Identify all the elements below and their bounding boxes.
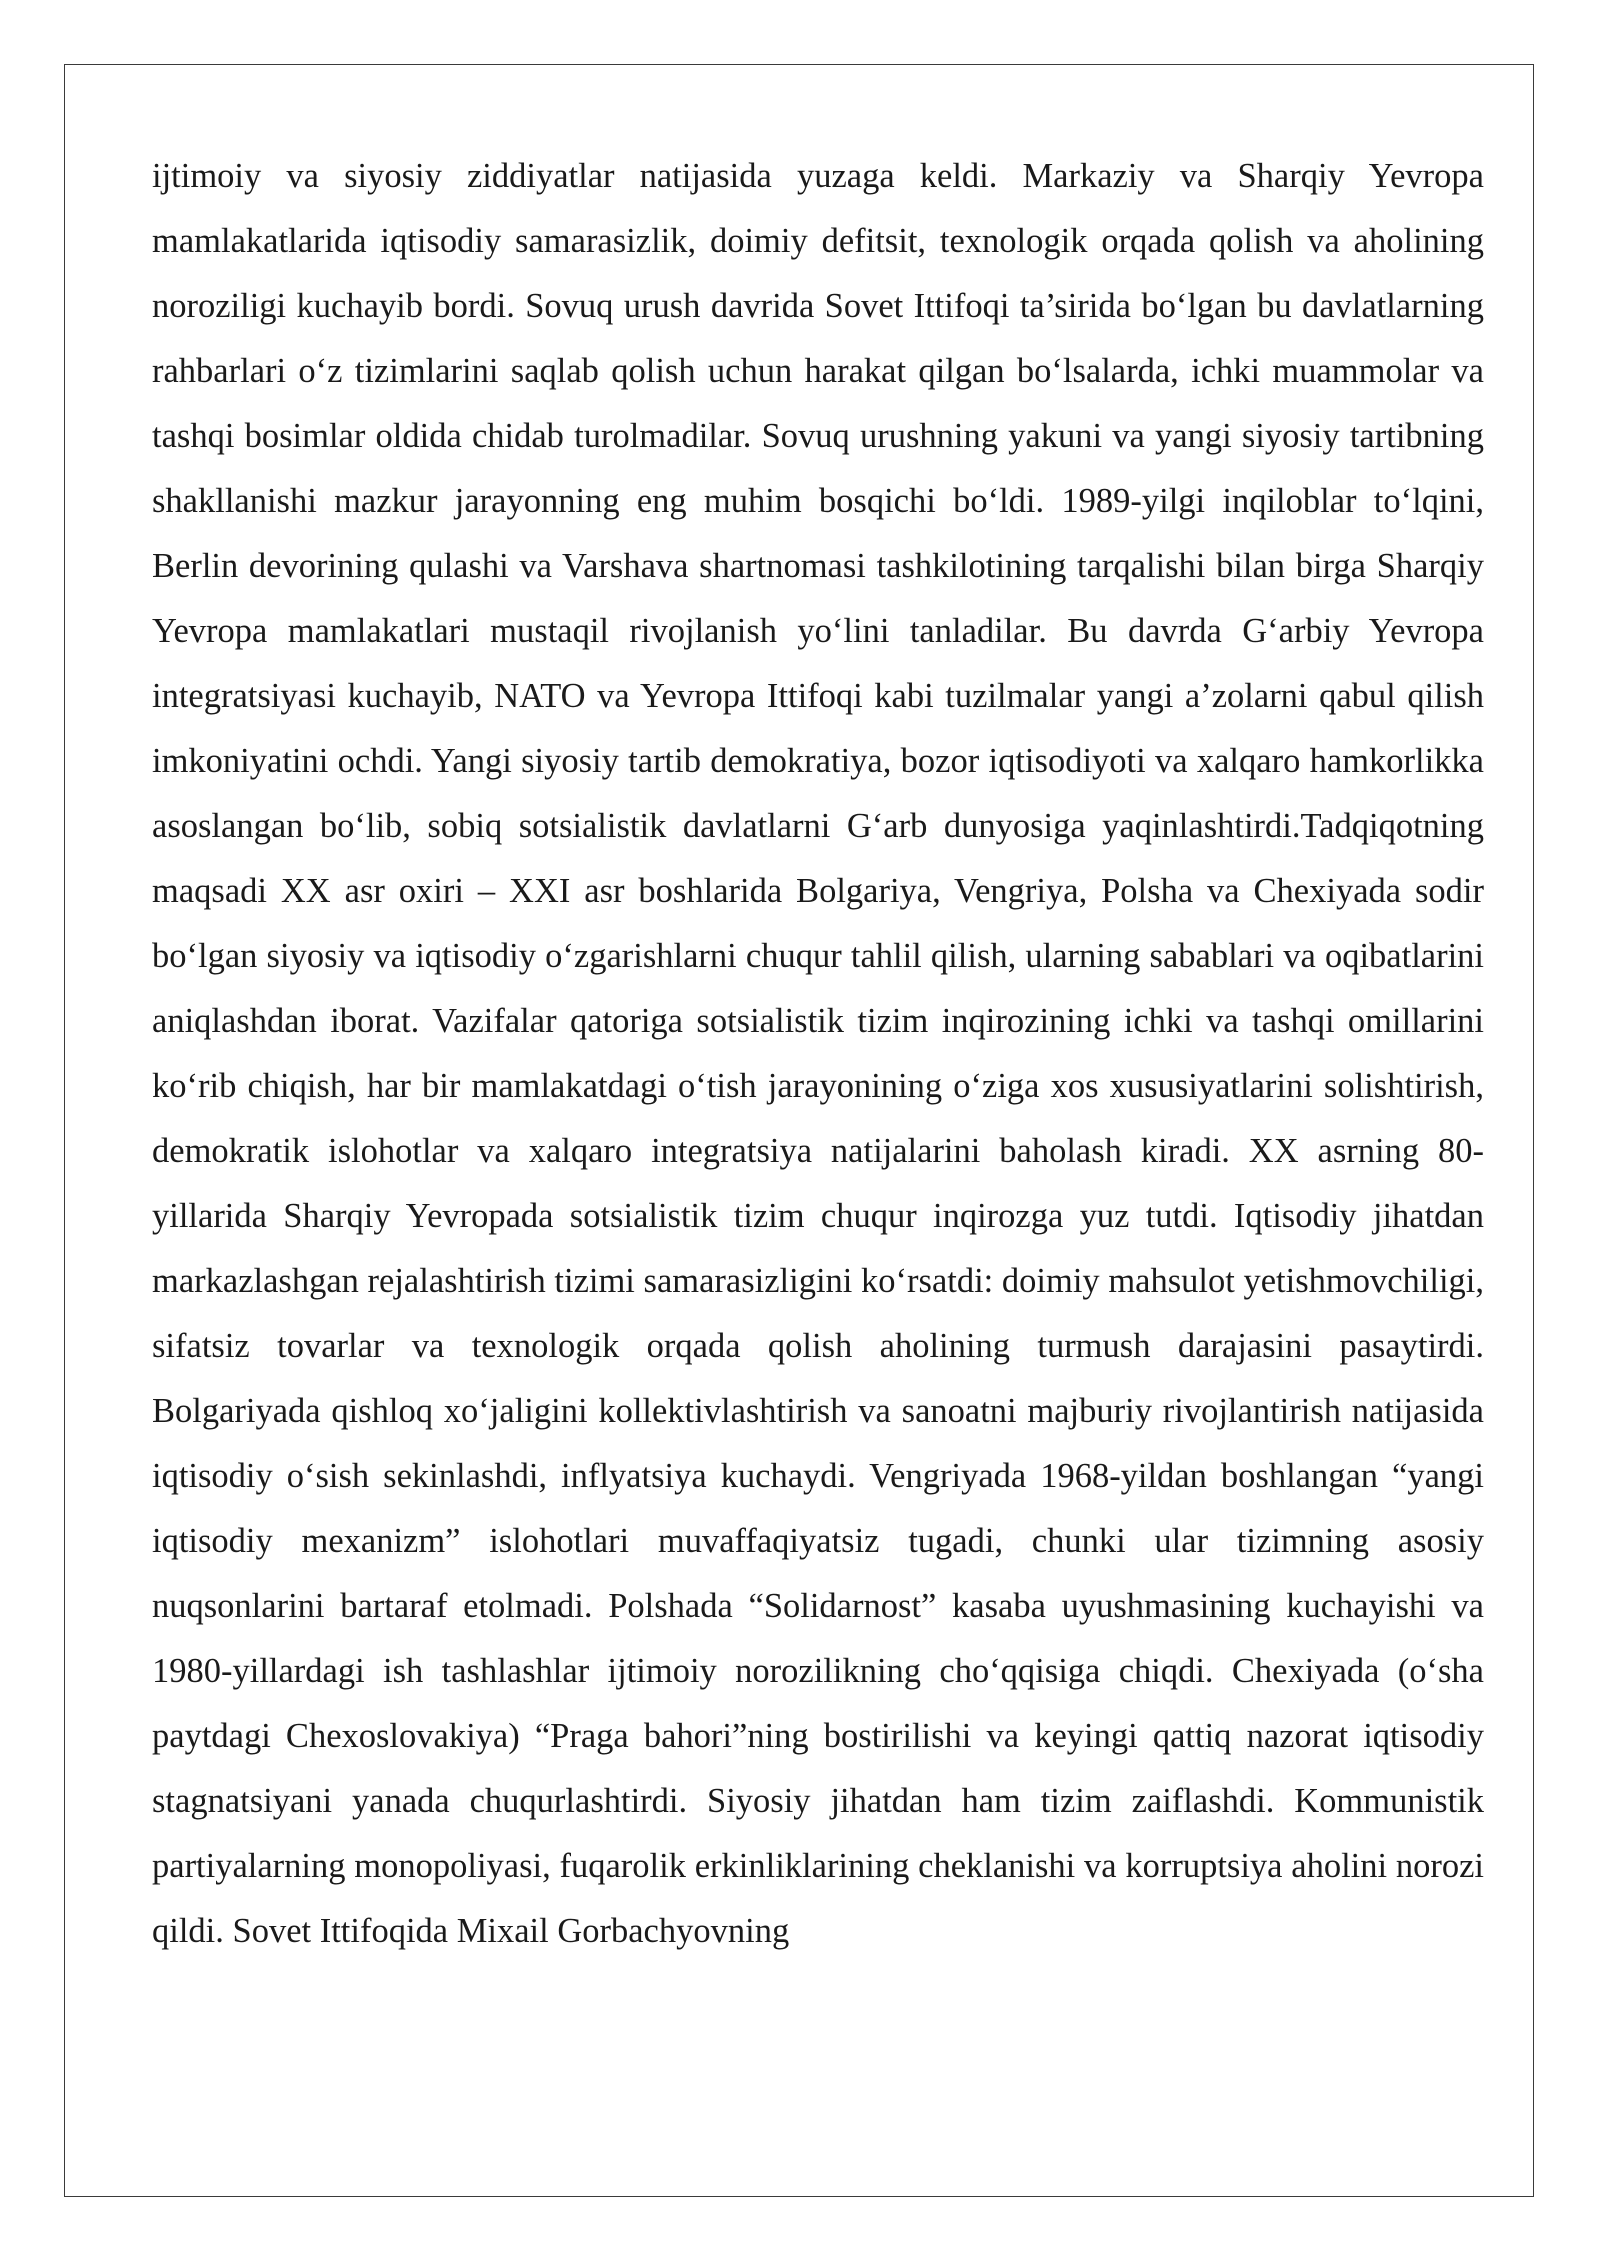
body-paragraph: ijtimoiy va siyosiy ziddiyatlar natijasida yuzaga keldi. Markaziy va Sharqiy Yevropa mamlakatlarida iqtisodiy samarasizlik, doimiy defitsit, texnologik orqada qolish va aholining noroziligi kuchayib bordi. Sovuq urush davrida Sovet Ittifoqi ta’sirida bo‘lgan bu davlatlarning rahbarlari o‘z tizimlarini saqlab qolish uchun harakat qilgan bo‘lsalarda, ichki muammolar va tashqi bosimlar oldida chidab turolmadilar. Sovuq urushning yakuni va yangi siyosiy tartibning shakllanishi mazkur jarayonning eng muhim bosqichi bo‘ldi. 1989-yilgi inqiloblar to‘lqini, Berlin devorining qulashi va Varshava shartnomasi tashkilotining tarqalishi bilan birga Sharqiy Yevropa mamlakatlari mustaqil rivojlanish yo‘lini tanladilar. Bu davrda G‘arbiy Yevropa integratsiyasi kuchayib, NATO va Yevropa Ittifoqi kabi tuzilmalar yangi a’zolarni qabul qilish imkoniyatini ochdi. Yangi siyosiy tartib demokratiya, bozor iqtisodiyoti va xalqaro hamkorlikka asoslangan bo‘lib, sobiq sotsialistik davlatlarni G‘arb dunyosiga yaqinlashtirdi.Tadqiqotning maqsadi XX asr oxiri – XXI asr boshlarida Bolgariya, Vengriya, Polsha va Chexiyada sodir bo‘lgan siyosiy va iqtisodiy o‘zgarishlarni chuqur tahlil qilish, ularning sabablari va oqibatlarini aniqlashdan iborat. Vazifalar qatoriga sotsialistik tizim inqirozining ichki va tashqi omillarini ko‘rib chiqish, har bir mamlakatdagi o‘tish jarayonining o‘ziga xos xususiyatlarini solishtirish, demokratik islohotlar va xalqaro integratsiya natijalarini baholash kiradi. XX asrning 80-yillarida Sharqiy Yevropada sotsialistik tizim chuqur inqirozga yuz tutdi. Iqtisodiy jihatdan markazlashgan rejalashtirish tizimi samarasizligini ko‘rsatdi: doimiy mahsulot yetishmovchiligi, sifatsiz tovarlar va texnologik orqada qolish aholining turmush darajasini pasaytirdi. Bolgariyada qishloq xo‘jaligini kollektivlashtirish va sanoatni majburiy rivojlantirish natijasida iqtisodiy o‘sish sekinlashdi, inflyatsiya kuchaydi. Vengriyada 1968-yildan boshlangan “yangi iqtisodiy mexanizm” islohotlari muvaffaqiyatsiz tugadi, chunki ular tizimning asosiy nuqsonlarini bartaraf etolmadi. Polshada “Solidarnost” kasaba uyushmasining kuchayishi va 1980-yillardagi ish tashlashlar ijtimoiy norozilikning cho‘qqisiga chiqdi. Chexiyada (o‘sha paytdagi Chexoslovakiya) “Praga bahori”ning bostirilishi va keyingi qattiq nazorat iqtisodiy stagnatsiyani yanada chuqurlashtirdi. Siyosiy jihatdan ham tizim zaiflashdi. Kommunistik partiyalarning monopoliyasi, fuqarolik erkinliklarining cheklanishi va korruptsiya aholini norozi qildi. Sovet Ittifoqida Mixail Gorbachyovning: [152, 157, 1484, 1950]
